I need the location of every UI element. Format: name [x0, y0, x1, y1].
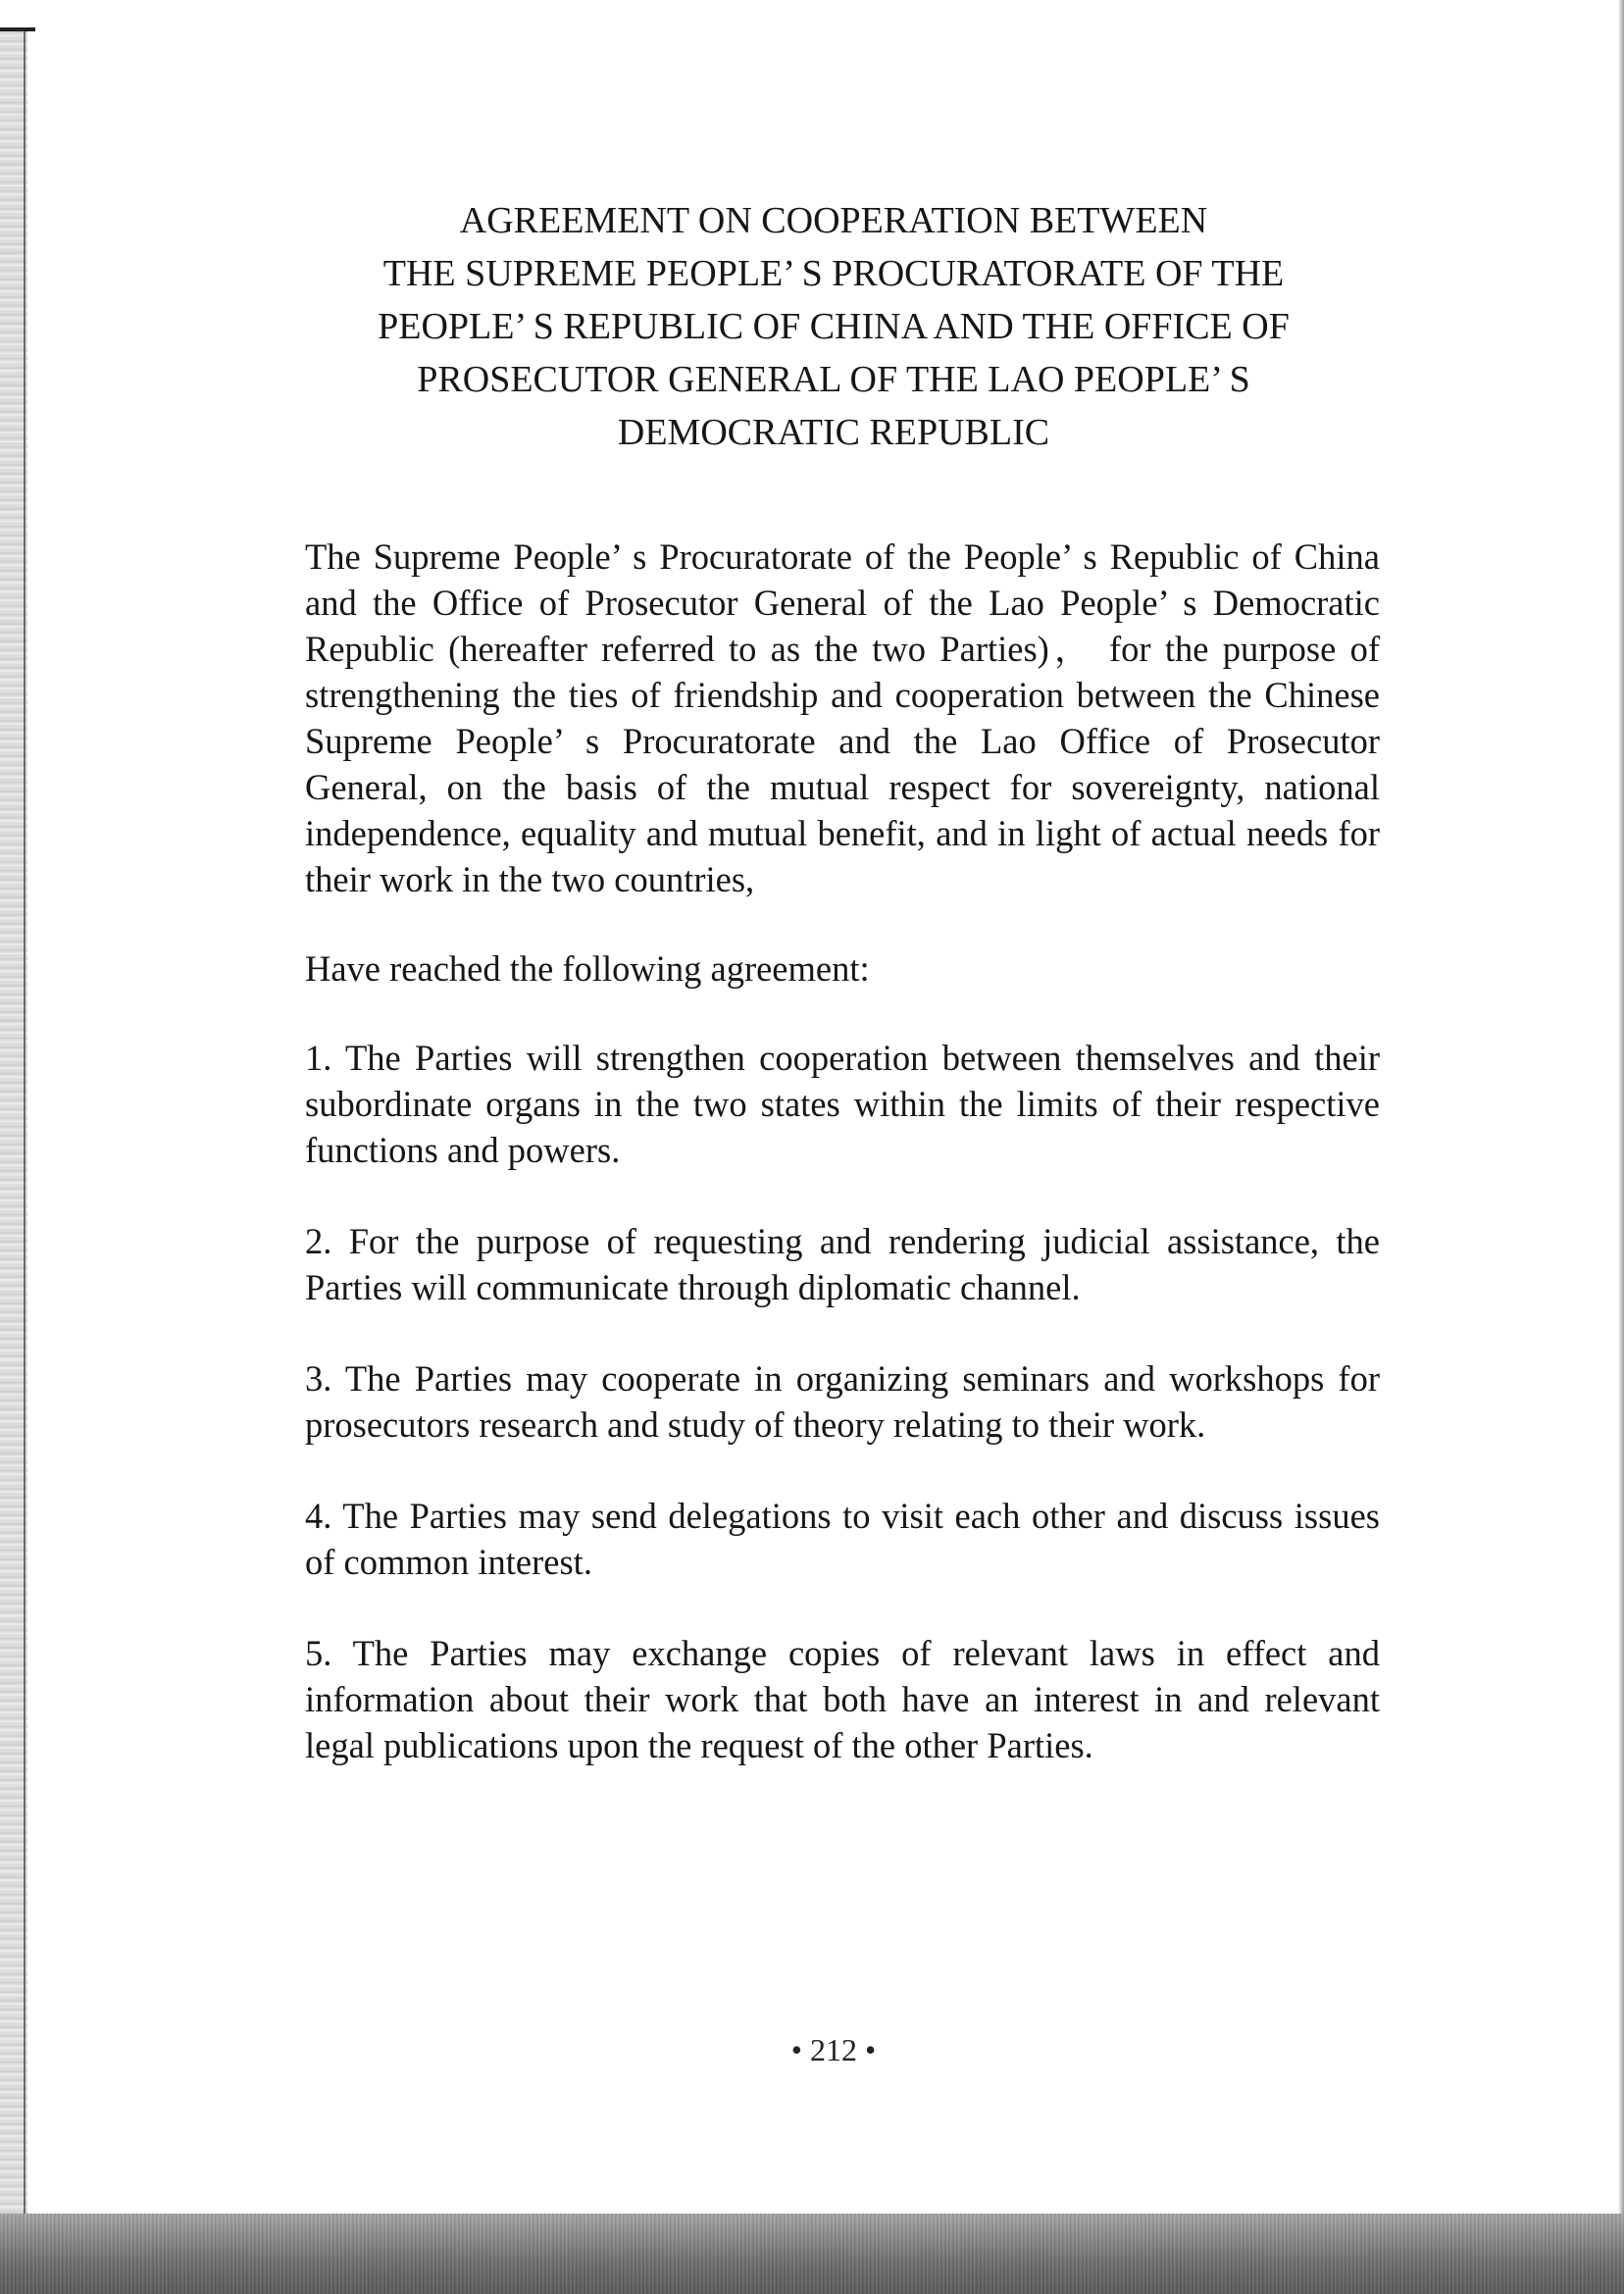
title-line: THE SUPREME PEOPLE’ S PROCURATORATE OF THE	[382, 253, 1285, 294]
corner-mark	[0, 27, 35, 31]
title-line: PROSECUTOR GENERAL OF THE LAO PEOPLE’ S	[417, 359, 1250, 400]
title-line: AGREEMENT ON COOPERATION BETWEEN	[459, 200, 1208, 241]
clause-5: 5. The Parties may exchange copies of relevant laws in effect and information about their work that both have an interest in and relevant legal publications upon the request of the other Parties.	[305, 1633, 1380, 1765]
clause-1: 1. The Parties will strengthen cooperation between themselves and their subordinate organs in the two states within the limits of their respective functions and powers.	[305, 1038, 1380, 1170]
clause-2: 2. For the purpose of requesting and rendering judicial assistance, the Parties will communicate through diplomatic channel.	[305, 1221, 1380, 1307]
title-line: PEOPLE’ S REPUBLIC OF CHINA AND THE OFFICE OF	[378, 306, 1290, 347]
agreement-title	[294, 194, 1373, 459]
reached-agreement-line: Have reached the following agreement:	[305, 948, 870, 989]
scan-bottom-shadow	[0, 2214, 1624, 2294]
clause-4: 4. The Parties may send delegations to visit each other and discuss issues of common interest.	[305, 1496, 1380, 1582]
title-line: DEMOCRATIC REPUBLIC	[617, 412, 1050, 453]
right-edge-shadow	[1618, 0, 1624, 2294]
preamble-paragraph: The Supreme People’ s Procuratorate of the People’ s Republic of China and the Office of Prosecutor General of the Lao People’ s Democratic Republic (hereafter referred to as the two Parties)， for the purpose of strengthening the ties of friendship and cooperation between the Chinese Supreme People’ s Procuratorate and the Lao Office of Prosecutor General, on the basis of the mutual respect for sovereignty, national independence, equality and mutual benefit, and in light of actual needs for their work in the two countries,	[305, 536, 1380, 899]
binding-line	[24, 29, 25, 2226]
clause-3: 3. The Parties may cooperate in organizing seminars and workshops for prosecutors research and study of theory relating to their work.	[305, 1358, 1380, 1445]
agreement-body	[305, 534, 1380, 1813]
page-number: • 212 •	[790, 2032, 877, 2067]
